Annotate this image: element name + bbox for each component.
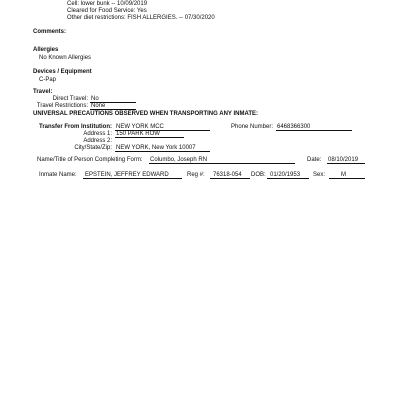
address2-label: Address 2: xyxy=(83,138,112,144)
devices-label: Devices / Equipment xyxy=(33,69,92,75)
reg-label: Reg #: xyxy=(187,172,205,178)
travel-restrictions-value: None xyxy=(90,103,136,110)
sex-value: M xyxy=(329,172,365,179)
travel-restrictions-label: Travel Restrictions: xyxy=(36,103,88,109)
completer-label: Name/Title of Person Completing Form: xyxy=(37,157,143,163)
precautions-heading: UNIVERSAL PRECAUTIONS OBSERVED WHEN TRANSPORTING ANY INMATE: xyxy=(33,111,259,117)
phone-value: 6468366300 xyxy=(276,124,352,131)
city-state-zip-label: City/State/Zip: xyxy=(74,145,112,151)
sex-label: Sex: xyxy=(313,172,326,178)
devices-value: C-Pap xyxy=(39,77,57,83)
address1-value: 150 PARK ROW xyxy=(115,131,184,138)
allergies-value: No Known Allergies xyxy=(39,55,92,61)
phone-label: Phone Number: xyxy=(231,124,274,130)
transfer-from-label: Transfer From Institution: xyxy=(38,124,112,130)
inmate-name-label: Inmate Name: xyxy=(39,172,77,178)
date-value: 08/10/2019 xyxy=(327,157,365,164)
cell-note: Cell: lower bunk -- 10/09/2019 xyxy=(67,1,148,7)
city-state-zip-value: NEW YORK, New York 10007 xyxy=(115,145,210,152)
address1-label: Address 1: xyxy=(83,131,112,137)
date-label: Date: xyxy=(307,157,322,163)
dob-label: DOB: xyxy=(251,172,266,178)
diet-restrictions-note: Other diet restrictions: FISH ALLERGIES. -- 07/30/2020 xyxy=(67,15,215,21)
food-service-note: Cleared for Food Service: Yes xyxy=(67,8,147,14)
direct-travel-value: No xyxy=(90,96,136,103)
inmate-name-value: EPSTEIN, JEFFREY EDWARD xyxy=(83,172,182,179)
dob-value: 01/20/1953 xyxy=(267,172,309,179)
allergies-label: Allergies xyxy=(33,47,59,53)
direct-travel-label: Direct Travel: xyxy=(52,96,88,102)
travel-label: Travel: xyxy=(33,89,53,95)
reg-value: 76318-054 xyxy=(210,172,250,179)
comments-label: Comments: xyxy=(33,29,67,35)
completer-value: Columbo, Joseph RN xyxy=(149,157,295,164)
transfer-from-value: NEW YORK MCC xyxy=(115,124,210,131)
